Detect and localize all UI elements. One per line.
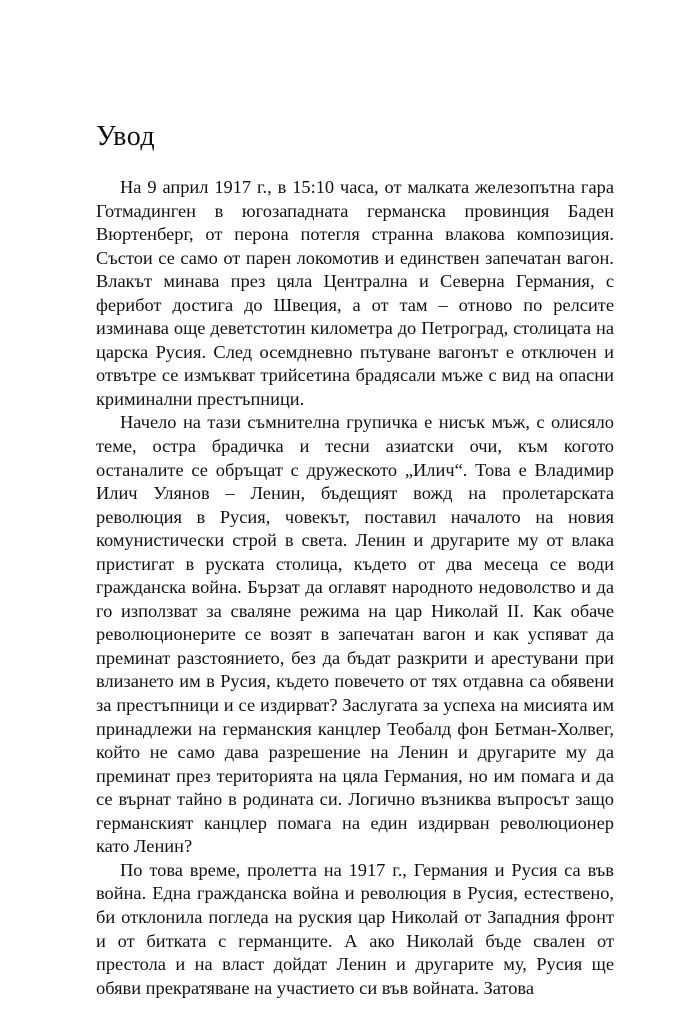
paragraph-3: По това време, пролетта на 1917 г., Германия и Русия са във война. Една гражданска война и революция в Русия, естествено, би отклонила погледа на руския цар Николай от Западния фронт и от битката с германците. А ако Николай бъде свален от престола и на власт дойдат Ленин и другарите му, Русия ще обяви прекратяване на участието си във войната. Затова (96, 859, 614, 998)
chapter-heading: Увод (96, 121, 156, 152)
body-text (96, 176, 614, 1000)
paragraph-1: На 9 април 1917 г., в 15:10 часа, от малката железопътна гара Готмадинген в югозападната германска провинция Баден Вюртенберг, от перона потегля странна влакова композиция. Състои се само от парен локомотив и единствен запечатан вагон. Влакът минава през цяла Централна и Северна Германия, с ферибот достига до Швеция, а от там – отново по релсите изминава още деветстотин километра до Петроград, столицата на царска Русия. След осемдневно пътуване вагонът е отключен и отвътре се измъкват трийсетина брадясали мъже с вид на опасни криминални престъпници. (96, 177, 614, 409)
paragraph-2: Начело на тази съмнителна групичка е нисък мъж, с олисяло теме, остра брадичка и тесни азиатски очи, към когото останалите се обръщат с дружеското „Илич“. Това е Владимир Илич Улянов – Ленин, бъдещият вожд на пролетарската революция в Русия, човекът, поставил началото на новия комунистически строй в света. Ленин и другарите му от влака пристигат в руската столица, където от два месеца се води гражданска война. Бързат да оглавят народното недоволство и да го използват за сваляне режима на цар Николай II. Как обаче революционерите се возят в запечатан вагон и как успяват да преминат разстоянието, без да бъдат разкрити и арестувани при влизането им в Русия, където повечето от тях отдавна са обявени за престъпници и се издирват? Заслугата за успеха на мисията им принадлежи на германския канцлер Теобалд фон Бетман-Холвег, който не само дава разрешение на Ленин и другарите му да преминат през територията на цяла Германия, но им помага и да се върнат тайно в родината си. Логично възниква въпросът защо германският канцлер помага на един издирван революционер като Ленин? (96, 412, 614, 857)
